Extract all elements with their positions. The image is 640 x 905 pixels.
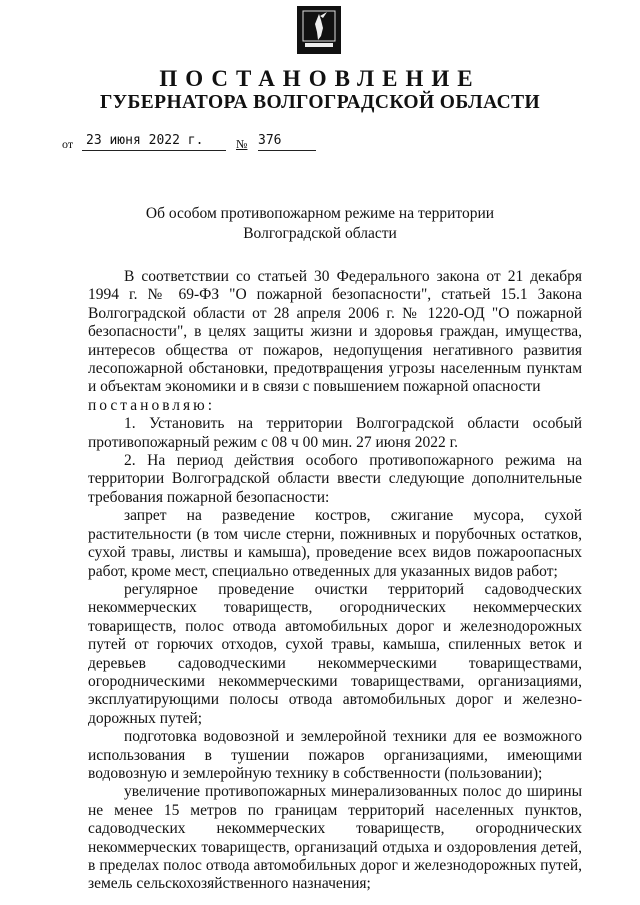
number-label: № xyxy=(236,137,248,151)
heading-line-1: Об особом противопожарном режиме на территории xyxy=(145,205,495,222)
document-type-title: ПОСТАНОВЛЕНИЕ xyxy=(159,66,481,91)
item-2-paragraph: 2. На период действия особого противопожарного режима на территории Волгоградской области ввести следующие дополнительные требования пожарной безопасности: xyxy=(88,452,582,506)
document-number: 376 xyxy=(258,133,316,151)
requirement-paragraph: увеличение противопожарных минерализованных полос до ширины не менее 15 метров по границам территорий населенных пунктов, садоводческих некоммерческих товариществ, огороднических некоммерческих товариществ, организаций отдыха и оздоровления детей, в пределах полос отвода автомобильных дорог и железнодорожных путей, земель сельскохозяйственного назначения; xyxy=(88,783,582,893)
document-heading xyxy=(0,204,640,244)
requirement-paragraph: подготовка водовозной и землеройной техники для ее возможного использования в тушении пожаров организациями, имеющими водовозную и землеройную технику в собственности (пользовании); xyxy=(88,728,582,782)
item-1-paragraph: 1. Установить на территории Волгоградской области особый противопожарный режим с 08 ч 00 мин. 27 июня 2022 г. xyxy=(88,415,582,451)
date-label: от xyxy=(62,137,74,151)
coat-of-arms-emblem xyxy=(297,6,341,54)
document-date: 23 июня 2022 г. xyxy=(82,133,226,151)
requirement-paragraph: регулярное проведение очистки территорий садоводческих некоммерческих товариществ, огороднических некоммерческих товариществ, полос отвода автомобильных дорог и железнодорожных путей от горючих отходов, сухой травы, камыша, спиленных веток и деревьев садоводческими некоммерческими товариществами, огородническими некоммерческими товариществами, организациями, эксплуатирующими полосы отвода автомобильных дорог и железно-дорожных путей; xyxy=(88,580,582,727)
preamble-paragraph: В соответствии со статьей 30 Федерального закона от 21 декабря 1994 г. № 69-ФЗ "О пожарной безопасности", статьей 15.1 Закона Волгоградской области от 28 апреля 2006 г. № 1220-ОД "О пожарной безопасности", в целях защиты жизни и здоровья граждан, имущества, интересов общества от пожаров, недопущения негативного развития лесопожарной обстановки, предотвращения угрозы населенным пунктам и объектам экономики и в связи с повышением пожарной опасности xyxy=(88,268,582,396)
document-body xyxy=(88,268,582,894)
heading-line-2: Волгоградской области xyxy=(243,225,397,242)
requirement-paragraph: запрет на разведение костров, сжигание мусора, сухой растительности (в том числе стерни, пожнивных и порубочных остатков, сухой травы, листвы и камыша), проведение всех видов пожароопасных работ, кроме мест, специально отведенных для указанных видов работ; xyxy=(88,507,582,580)
document-meta-row xyxy=(62,133,362,153)
issuer-subtitle: ГУБЕРНАТОРА ВОЛГОГРАДСКОЙ ОБЛАСТИ xyxy=(99,92,541,113)
resolve-phrase: постановляю: xyxy=(88,396,216,414)
